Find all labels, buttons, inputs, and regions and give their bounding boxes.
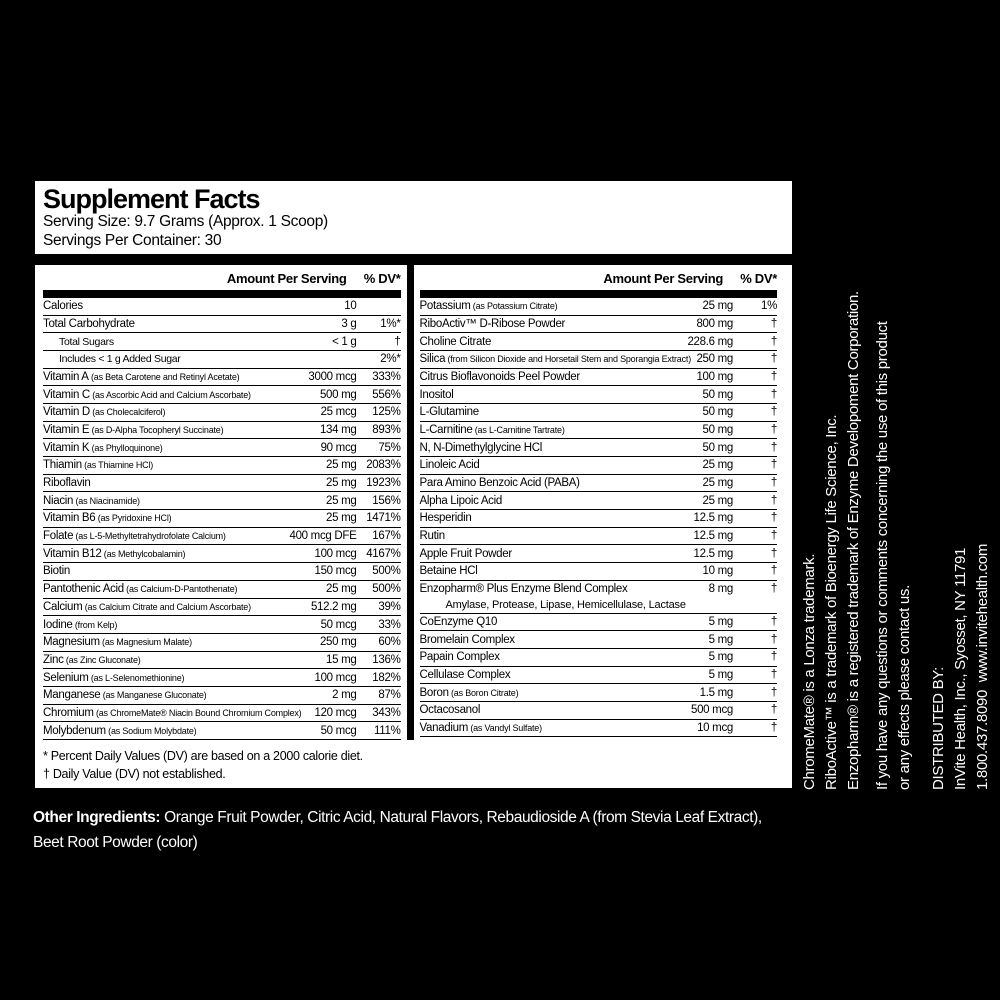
nutrient-name: Zinc (as Zinc Gluconate) xyxy=(43,653,141,666)
nutrient-amount: 25 mg xyxy=(702,300,733,313)
nutrient-source: (as Manganese Gluconate) xyxy=(100,690,207,701)
table-row xyxy=(43,669,401,687)
table-row xyxy=(420,649,778,667)
nutrient-dv: 500% xyxy=(372,583,401,596)
nutrient-name: Inositol xyxy=(419,388,454,401)
table-row xyxy=(43,652,401,670)
nutrient-dv: † xyxy=(770,721,777,734)
table-row xyxy=(43,581,401,599)
table-row xyxy=(43,351,401,369)
nutrient-name: Linoleic Acid xyxy=(419,459,480,472)
table-row xyxy=(420,422,778,440)
table-row xyxy=(43,528,401,546)
supplement-facts-panel xyxy=(35,181,792,788)
nutrient-amount: 400 mcg DFE xyxy=(289,530,357,543)
nutrient-dv: 125% xyxy=(372,406,401,419)
nutrient-amount: 250 mg xyxy=(696,353,733,366)
nutrient-name: Niacin (as Niacinamide) xyxy=(43,494,140,507)
nutrient-amount: 50 mg xyxy=(702,388,733,401)
nutrient-source: (as Niacinamide) xyxy=(73,495,140,506)
contact-notice-line2: or any effects please contact us. xyxy=(896,585,913,790)
table-row xyxy=(43,369,401,387)
distributor-address: InVite Health, Inc., Syosset, NY 11791 xyxy=(952,547,969,790)
nutrient-name: Biotin xyxy=(43,565,70,578)
nutrient-source: (as Cholecalciferol) xyxy=(89,407,166,418)
table-row xyxy=(43,386,401,404)
column-header-dv: % DV* xyxy=(363,270,401,286)
nutrient-dv: † xyxy=(770,459,777,472)
nutrient-amount: 50 mg xyxy=(702,441,733,454)
nutrient-name: Total Sugars xyxy=(59,335,114,348)
table-row xyxy=(420,386,778,404)
trademark-riboactive: RiboActive™ is a trademark of Bioenergy Life Science, Inc. xyxy=(823,414,840,790)
table-row xyxy=(43,634,401,652)
nutrient-dv: † xyxy=(770,353,777,366)
table-row xyxy=(43,404,401,422)
nutrient-dv: 556% xyxy=(372,388,401,401)
table-row xyxy=(420,702,778,720)
nutrient-source: (as Ascorbic Acid and Calcium Ascorbate) xyxy=(89,389,251,400)
nutrient-name: Para Amino Benzoic Acid (PABA) xyxy=(419,477,580,490)
nutrient-name: Octacosanol xyxy=(419,704,481,717)
footnotes xyxy=(43,747,363,783)
distributor-info xyxy=(928,230,994,790)
nutrient-name: Boron (as Boron Citrate) xyxy=(419,686,519,699)
table-row xyxy=(420,475,778,493)
other-ingredients-line1 xyxy=(33,806,762,831)
nutrient-amount: 134 mg xyxy=(319,423,357,436)
nutrient-dv: 1471% xyxy=(366,512,401,525)
table-row xyxy=(420,510,778,528)
nutrient-dv: † xyxy=(770,615,777,628)
nutrient-dv: † xyxy=(770,583,777,596)
nutrient-dv: 500% xyxy=(372,565,401,578)
table-row xyxy=(420,614,778,632)
nutrient-amount: 25 mg xyxy=(326,583,357,596)
table-row xyxy=(43,599,401,617)
nutrient-name: Potassium (as Potassium Citrate) xyxy=(419,300,558,313)
facts-column-right xyxy=(420,265,778,740)
table-row xyxy=(43,705,401,723)
nutrient-amount: 100 mcg xyxy=(314,671,357,684)
nutrient-amount: 10 xyxy=(344,300,357,313)
nutrient-amount: 100 mcg xyxy=(314,547,357,560)
table-row xyxy=(420,351,778,369)
nutrient-amount: 5 mg xyxy=(708,633,733,646)
trademark-enzopharm: Enzopharm® is a registered trademark of Enzyme Developoment Corporation. xyxy=(845,291,862,790)
contact-notice xyxy=(872,230,916,790)
nutrient-source: (as Methylcobalamin) xyxy=(101,548,186,559)
nutrient-name: Choline Citrate xyxy=(419,335,492,348)
nutrient-dv: 1923% xyxy=(366,477,401,490)
nutrient-name: Vitamin E (as D-Alpha Tocopheryl Succinate) xyxy=(43,423,224,436)
facts-columns xyxy=(35,265,792,740)
nutrient-dv: 182% xyxy=(372,671,401,684)
nutrient-amount: 100 mg xyxy=(696,370,733,383)
nutrient-amount: 8 mg xyxy=(708,583,733,596)
nutrient-name: Vitamin D (as Cholecalciferol) xyxy=(43,406,166,419)
nutrient-rows-left xyxy=(43,298,401,740)
nutrient-amount: 10 mg xyxy=(702,565,733,578)
nutrient-name: Manganese (as Manganese Gluconate) xyxy=(43,689,207,702)
nutrient-amount: 90 mcg xyxy=(320,441,357,454)
nutrient-source: (as Calcium-D-Pantothenate) xyxy=(123,584,238,595)
nutrient-amount: 5 mg xyxy=(708,615,733,628)
nutrient-dv: 33% xyxy=(378,618,401,631)
nutrient-amount: 25 mg xyxy=(702,477,733,490)
table-row xyxy=(420,528,778,546)
nutrient-source: (as Phylloquinone) xyxy=(89,442,163,453)
nutrient-name: Selenium (as L-Selenomethionine) xyxy=(43,671,185,684)
table-row xyxy=(43,457,401,475)
nutrient-amount: 15 mg xyxy=(326,653,357,666)
nutrient-dv: † xyxy=(770,494,777,507)
column-header-dv: % DV* xyxy=(740,270,777,286)
nutrient-name: Thiamin (as Thiamine HCl) xyxy=(43,459,154,472)
distributed-by-label: DISTRIBUTED BY: xyxy=(930,666,947,790)
nutrient-amount: 120 mcg xyxy=(314,706,357,719)
column-header-amount: Amount Per Serving xyxy=(603,270,723,286)
table-row xyxy=(420,457,778,475)
column-divider-bar xyxy=(407,265,414,740)
nutrient-dv: † xyxy=(770,406,777,419)
table-row xyxy=(420,492,778,510)
other-ingredients-line2: Beet Root Powder (color) xyxy=(33,833,198,851)
nutrient-dv: † xyxy=(394,335,401,348)
table-row xyxy=(43,439,401,457)
footnote-daily-values: * Percent Daily Values (DV) are based on a 2000 calorie diet. xyxy=(43,748,363,763)
nutrient-dv: 893% xyxy=(372,423,401,436)
nutrient-amount: 25 mg xyxy=(702,459,733,472)
nutrient-dv: † xyxy=(770,668,777,681)
nutrient-name: Apple Fruit Powder xyxy=(419,547,512,560)
nutrient-name: Molybdenum (as Sodium Molybdate) xyxy=(43,724,197,737)
nutrient-amount: 3000 mcg xyxy=(308,370,357,383)
other-ingredients xyxy=(33,806,762,856)
nutrient-amount: 500 mg xyxy=(319,388,357,401)
table-row xyxy=(420,333,778,351)
nutrient-dv: 39% xyxy=(378,600,401,613)
nutrient-name: N, N-Dimethylglycine HCl xyxy=(419,441,543,454)
nutrient-name: Silica (from Silicon Dioxide and Horsetail Stem and Sporangia Extract) xyxy=(419,353,692,366)
nutrient-dv: † xyxy=(770,512,777,525)
nutrient-name: Includes < 1 g Added Sugar xyxy=(59,353,181,366)
table-row xyxy=(43,616,401,634)
nutrient-source: (from Kelp) xyxy=(72,619,118,630)
nutrient-dv: † xyxy=(770,388,777,401)
contact-notice-line1: If you have any questions or comments concerning the use of this product xyxy=(874,321,891,790)
nutrient-dv: † xyxy=(770,335,777,348)
nutrient-amount: 1.5 mg xyxy=(699,686,733,699)
table-row xyxy=(420,684,778,702)
column-header-right xyxy=(420,265,778,290)
nutrient-source: (as ChromeMate® Niacin Bound Chromium Complex) xyxy=(93,707,302,718)
table-row xyxy=(43,722,401,740)
table-row xyxy=(420,316,778,334)
nutrient-name: Papain Complex xyxy=(419,651,500,664)
table-row xyxy=(420,581,778,614)
panel-header xyxy=(35,181,792,251)
nutrient-amount: 50 mcg xyxy=(320,618,357,631)
nutrient-amount: 50 mcg xyxy=(320,724,357,737)
nutrient-name: Betaine HCl xyxy=(419,565,478,578)
nutrient-rows-right xyxy=(420,298,778,738)
nutrient-dv: † xyxy=(770,704,777,717)
table-row xyxy=(43,298,401,316)
nutrient-amount: 3 g xyxy=(341,317,357,330)
nutrient-dv: 1% xyxy=(760,300,777,313)
nutrient-dv: 1%* xyxy=(380,317,401,330)
nutrient-dv: † xyxy=(770,317,777,330)
nutrient-amount: 10 mcg xyxy=(697,721,733,734)
nutrient-dv: 4167% xyxy=(366,547,401,560)
nutrient-source: (as Vandyl Sulfate) xyxy=(468,722,542,733)
trademark-chromemate: ChromeMate® is a Lonza trademark. xyxy=(801,553,818,790)
other-ingredients-label: Other Ingredients: xyxy=(33,809,161,826)
nutrient-name: CoEnzyme Q10 xyxy=(419,615,498,628)
nutrient-name: Vitamin B12 (as Methylcobalamin) xyxy=(43,547,186,560)
other-ingredients-list: Orange Fruit Powder, Citric Acid, Natural Flavors, Rebaudioside A (from Stevia Leaf Extract), xyxy=(160,809,762,826)
nutrient-amount: 150 mcg xyxy=(314,565,357,578)
nutrient-name: Folate (as L-5-Methyltetrahydrofolate Calcium) xyxy=(43,530,226,543)
nutrient-name: Citrus Bioflavonoids Peel Powder xyxy=(419,370,580,383)
servings-per-container: Servings Per Container: 30 xyxy=(43,231,222,249)
nutrient-amount: 25 mcg xyxy=(320,406,357,419)
nutrient-dv: † xyxy=(770,686,777,699)
trademark-notices xyxy=(799,230,865,790)
nutrient-dv: † xyxy=(770,633,777,646)
nutrient-source: (as Thiamine HCl) xyxy=(81,460,154,471)
nutrient-amount: 250 mg xyxy=(319,636,357,649)
nutrient-dv: 167% xyxy=(372,530,401,543)
nutrient-amount: 12.5 mg xyxy=(693,530,733,543)
nutrient-dv: 156% xyxy=(372,494,401,507)
nutrient-amount: 800 mg xyxy=(696,317,733,330)
nutrient-amount: 25 mg xyxy=(326,494,357,507)
nutrient-name: Magnesium (as Magnesium Malate) xyxy=(43,636,192,649)
nutrient-amount: 500 mcg xyxy=(690,704,733,717)
table-row xyxy=(43,510,401,528)
nutrient-source: (as L-5-Methyltetrahydrofolate Calcium) xyxy=(73,531,226,542)
nutrient-name: Enzopharm® Plus Enzyme Blend Complex xyxy=(419,583,628,596)
table-row xyxy=(420,369,778,387)
table-row xyxy=(420,720,778,738)
nutrient-name: Cellulase Complex xyxy=(419,668,511,681)
nutrient-name: Vitamin A (as Beta Carotene and Retinyl Acetate) xyxy=(43,370,240,383)
nutrient-dv: † xyxy=(770,423,777,436)
table-row xyxy=(43,545,401,563)
nutrient-name: Iodine (from Kelp) xyxy=(43,618,118,631)
column-header-amount: Amount Per Serving xyxy=(226,270,347,286)
nutrient-amount: 5 mg xyxy=(708,651,733,664)
nutrient-source: (as Magnesium Malate) xyxy=(99,637,192,648)
nutrient-amount: 12.5 mg xyxy=(693,512,733,525)
nutrient-dv: 2083% xyxy=(366,459,401,472)
nutrient-dv: † xyxy=(770,547,777,560)
table-row xyxy=(43,422,401,440)
nutrient-name: RiboActiv™ D-Ribose Powder xyxy=(419,317,566,330)
nutrient-source: (as L-Carnitine Tartrate) xyxy=(472,424,565,435)
nutrient-amount: < 1 g xyxy=(332,335,357,348)
nutrient-amount: 50 mg xyxy=(702,406,733,419)
table-row xyxy=(420,439,778,457)
nutrient-source: (as Zinc Gluconate) xyxy=(63,654,141,665)
table-row xyxy=(43,492,401,510)
nutrient-source: (as L-Selenomethionine) xyxy=(88,672,185,683)
nutrient-amount: 12.5 mg xyxy=(693,547,733,560)
nutrient-name: Calcium (as Calcium Citrate and Calcium Ascorbate) xyxy=(43,600,251,613)
nutrient-name: Vitamin B6 (as Pyridoxine HCl) xyxy=(43,512,172,525)
table-row xyxy=(43,333,401,351)
nutrient-name: Vanadium (as Vandyl Sulfate) xyxy=(419,721,542,734)
nutrient-amount: 25 mg xyxy=(702,494,733,507)
nutrient-source: (as Beta Carotene and Retinyl Acetate) xyxy=(88,371,240,382)
nutrient-dv: 333% xyxy=(372,370,401,383)
nutrient-amount: 50 mg xyxy=(702,423,733,436)
nutrient-dv: 111% xyxy=(373,724,401,737)
nutrient-dv: 136% xyxy=(372,653,401,666)
nutrient-name: Bromelain Complex xyxy=(419,633,515,646)
nutrient-source: (from Silicon Dioxide and Horsetail Stem and Sporangia Extract) xyxy=(445,354,692,365)
table-row xyxy=(420,563,778,581)
table-row xyxy=(420,667,778,685)
table-row xyxy=(43,687,401,705)
nutrient-source: (as Calcium Citrate and Calcium Ascorbate) xyxy=(82,601,251,612)
nutrient-dv: † xyxy=(770,530,777,543)
footnote-dv-not-established: † Daily Value (DV) not established. xyxy=(43,766,226,781)
column-header-bar xyxy=(420,290,778,298)
table-row xyxy=(420,298,778,316)
nutrient-name: Alpha Lipoic Acid xyxy=(419,494,502,507)
serving-size: Serving Size: 9.7 Grams (Approx. 1 Scoop) xyxy=(43,213,328,230)
table-row xyxy=(43,316,401,334)
nutrient-name: L-Carnitine (as L-Carnitine Tartrate) xyxy=(419,423,565,436)
nutrient-name: Vitamin K (as Phylloquinone) xyxy=(43,441,163,454)
nutrient-source: (as Sodium Molybdate) xyxy=(105,725,197,736)
nutrient-amount: 5 mg xyxy=(708,668,733,681)
panel-title: Supplement Facts xyxy=(43,184,260,214)
nutrient-source: (as Potassium Citrate) xyxy=(470,301,558,312)
nutrient-name: Riboflavin xyxy=(43,477,91,490)
nutrient-dv: 87% xyxy=(378,689,401,702)
nutrient-amount: 25 mg xyxy=(326,477,357,490)
nutrient-dv: † xyxy=(770,651,777,664)
nutrient-dv: 60% xyxy=(378,636,401,649)
nutrient-name: Chromium (as ChromeMate® Niacin Bound Chromium Complex) xyxy=(43,706,302,719)
nutrient-amount: 25 mg xyxy=(326,512,357,525)
nutrient-name: Hesperidin xyxy=(419,512,472,525)
nutrient-dv: 2%* xyxy=(380,353,401,366)
table-row xyxy=(420,545,778,563)
nutrient-source: (as D-Alpha Tocopheryl Succinate) xyxy=(89,424,224,435)
enzyme-blend-components: Amylase, Protease, Lipase, Hemicellulase, Lactase xyxy=(445,598,686,611)
table-row xyxy=(43,563,401,581)
table-row xyxy=(420,404,778,422)
nutrient-dv: 343% xyxy=(372,706,401,719)
header-divider-bar xyxy=(35,254,792,265)
nutrient-name: Total Carbohydrate xyxy=(43,317,135,330)
facts-column-left xyxy=(43,265,401,740)
nutrient-amount: 2 mg xyxy=(332,689,357,702)
table-row xyxy=(43,475,401,493)
nutrient-dv: † xyxy=(770,441,777,454)
nutrient-dv: † xyxy=(770,477,777,490)
nutrient-name: Rutin xyxy=(419,530,445,543)
nutrient-amount: 25 mg xyxy=(326,459,357,472)
nutrient-name: Vitamin C (as Ascorbic Acid and Calcium Ascorbate) xyxy=(43,388,251,401)
nutrient-amount: 512.2 mg xyxy=(310,600,357,613)
nutrient-dv: † xyxy=(770,565,777,578)
nutrient-amount: 228.6 mg xyxy=(687,335,733,348)
nutrient-dv: 75% xyxy=(378,441,401,454)
nutrient-name: L-Glutamine xyxy=(419,406,479,419)
distributor-phone-web: 1.800.437.8090 www.invitehealth.com xyxy=(974,543,991,790)
nutrient-name: Calories xyxy=(43,300,83,313)
column-header-bar xyxy=(43,290,401,298)
nutrient-source: (as Boron Citrate) xyxy=(448,687,519,698)
column-header-left xyxy=(43,265,401,290)
nutrient-dv: † xyxy=(770,370,777,383)
nutrient-name: Pantothenic Acid (as Calcium-D-Pantothenate) xyxy=(43,583,238,596)
nutrient-source: (as Pyridoxine HCl) xyxy=(95,513,172,524)
table-row xyxy=(420,631,778,649)
